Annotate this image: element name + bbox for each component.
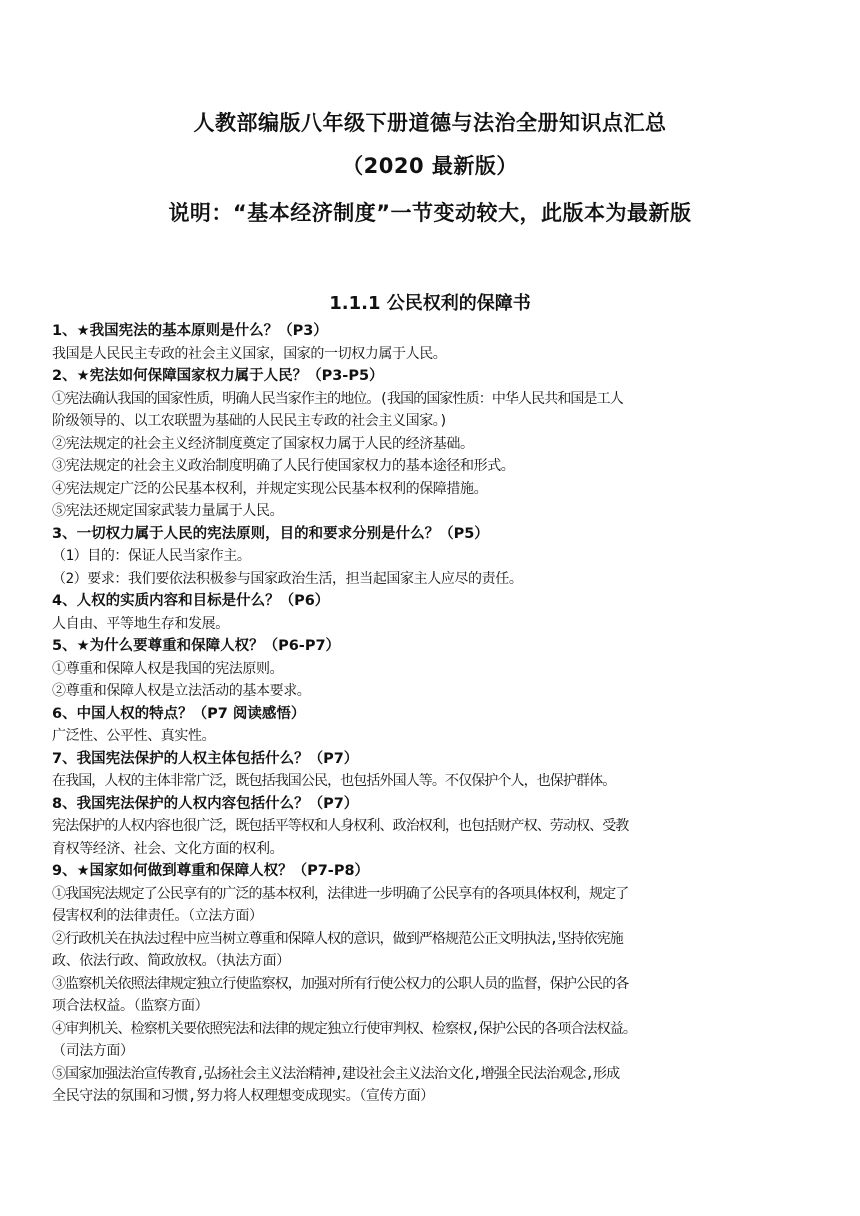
answer-line: ⑤宪法还规定国家武装力量属于人民。 (52, 503, 284, 519)
question-8: 8、我国宪法保护的人权内容包括什么？（P7） (52, 795, 359, 812)
answer-line: ①我国宪法规定了公民享有的广泛的基本权利，法律进一步明确了公民享有的各项具体权利，规定了 (52, 885, 629, 902)
answer-line: 广泛性、公平性、真实性。 (52, 728, 216, 744)
document-subtitle: （2020 最新版） (342, 154, 518, 178)
question-6: 6、中国人权的特点？（P7 阅读感悟） (52, 705, 306, 722)
document-title: 人教部编版八年级下册道德与法治全册知识点汇总 (193, 111, 667, 135)
answer-line: ①尊重和保障人权是我国的宪法原则。 (52, 660, 284, 677)
answer-line: 育权等经济、社会、文化方面的权利。 (52, 840, 284, 857)
question-4: 4、人权的实质内容和目标是什么？（P6） (52, 593, 330, 609)
answer-line: 人自由、平等地生存和发展。 (52, 615, 229, 632)
section-heading: 1.1.1 公民权利的保障书 (329, 293, 531, 314)
answer-line: 在我国，人权的主体非常广泛，既包括我国公民，也包括外国人等。不仅保护个人，也保护群体。 (52, 773, 616, 789)
section-content (52, 320, 812, 1108)
answer-line: ④宪法规定广泛的公民基本权利，并规定实现公民基本权利的保障措施。 (52, 480, 488, 497)
answer-line: 政、依法行政、简政放权。（执法方面） (52, 953, 290, 969)
answer-line: ③宪法规定的社会主义政治制度明确了人民行使国家权力的基本途径和形式。 (52, 458, 515, 474)
question-5: 5、★为什么要尊重和保障人权？（P6-P7） (52, 638, 341, 654)
answer-line: ②宪法规定的社会主义经济制度奠定了国家权力属于人民的经济基础。 (52, 435, 474, 452)
answer-line: ②尊重和保障人权是立法活动的基本要求。 (52, 683, 311, 699)
answer-line: （司法方面） (52, 1043, 134, 1059)
document-note: 说明：“基本经济制度”一节变动较大，此版本为最新版 (168, 201, 692, 225)
question-9: 9、★国家如何做到尊重和保障人权？（P7-P8） (52, 863, 370, 879)
question-7: 7、我国宪法保护的人权主体包括什么？（P7） (52, 750, 359, 767)
answer-line: ④审判机关、检察机关要依照宪法和法律的规定独立行使审判权、检察权,保护公民的各项合法权益。 (52, 1020, 636, 1037)
answer-line: ③监察机关依照法律规定独立行使监察权，加强对所有行使公权力的公职人员的监督，保护公民的各 (52, 975, 629, 992)
question-3: 3、一切权力属于人民的宪法原则，目的和要求分别是什么？（P5） (52, 525, 489, 542)
answer-line: ⑤国家加强法治宣传教育,弘扬社会主义法治精神,建设社会主义法治文化,增强全民法治观念,形成 (52, 1065, 620, 1082)
answer-line: 全民守法的氛围和习惯,努力将人权理想变成现实。（宣传方面） (52, 1088, 434, 1104)
answer-line: （2）要求：我们要依法积极参与国家政治生活，担当起国家主人应尽的责任。 (52, 570, 523, 587)
answer-line: ①宪法确认我国的国家性质，明确人民当家作主的地位。(我国的国家性质：中华人民共和国是工人 (52, 390, 623, 407)
answer-line: 宪法保护的人权内容也很广泛，既包括平等权和人身权利、政治权利，也包括财产权、劳动权、受教 (52, 818, 629, 834)
answer-line: （1）目的：保证人民当家作主。 (52, 548, 251, 564)
answer-line: 我国是人民民主专政的社会主义国家，国家的一切权力属于人民。 (52, 345, 447, 362)
question-2: 2、★宪法如何保障国家权力属于人民？（P3-P5） (52, 368, 384, 384)
answer-line: 阶级领导的、以工农联盟为基础的人民民主专政的社会主义国家。) (52, 413, 448, 429)
question-1: 1、★我国宪法的基本原则是什么？（P3） (52, 323, 328, 339)
answer-line: 侵害权利的法律责任。（立法方面） (52, 908, 263, 924)
answer-line: ②行政机关在执法过程中应当树立尊重和保障人权的意识，做到严格规范公正文明执法,坚持依宪施 (52, 930, 623, 947)
answer-line: 项合法权益。（监察方面） (52, 998, 209, 1014)
